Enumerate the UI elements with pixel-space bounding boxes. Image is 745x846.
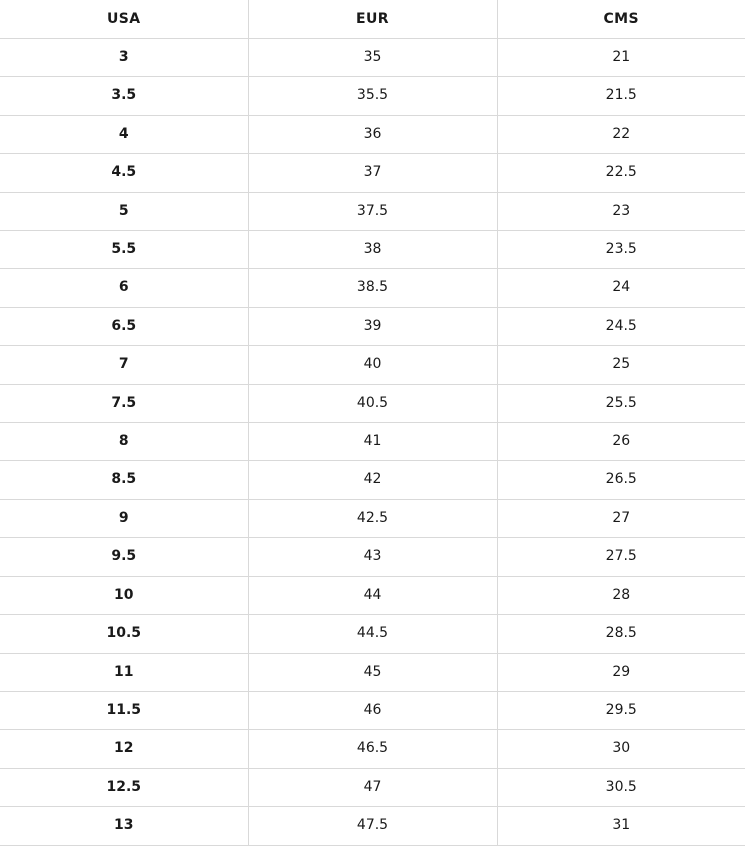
cell-cms: 23.5 (497, 231, 745, 269)
cell-usa: 10 (0, 576, 248, 614)
cell-cms: 30 (497, 730, 745, 768)
cell-eur: 42.5 (248, 499, 497, 537)
column-header-usa: USA (0, 0, 248, 39)
cell-eur: 43 (248, 538, 497, 576)
cell-usa: 7 (0, 346, 248, 384)
table-header (0, 0, 745, 39)
cell-cms: 21 (497, 39, 745, 77)
cell-usa: 5 (0, 192, 248, 230)
table-row (0, 653, 745, 691)
cell-usa: 13 (0, 807, 248, 845)
cell-eur: 41 (248, 423, 497, 461)
table-row (0, 115, 745, 153)
cell-usa: 12 (0, 730, 248, 768)
table-row (0, 499, 745, 537)
cell-usa: 11 (0, 653, 248, 691)
cell-eur: 40 (248, 346, 497, 384)
cell-cms: 30.5 (497, 768, 745, 806)
cell-eur: 38.5 (248, 269, 497, 307)
cell-cms: 25.5 (497, 384, 745, 422)
cell-cms: 22.5 (497, 154, 745, 192)
cell-cms: 27.5 (497, 538, 745, 576)
cell-eur: 35.5 (248, 77, 497, 115)
cell-usa: 8.5 (0, 461, 248, 499)
table-row (0, 615, 745, 653)
cell-eur: 40.5 (248, 384, 497, 422)
cell-cms: 29.5 (497, 691, 745, 729)
cell-usa: 12.5 (0, 768, 248, 806)
cell-cms: 21.5 (497, 77, 745, 115)
table-row (0, 461, 745, 499)
cell-cms: 27 (497, 499, 745, 537)
column-header-eur: EUR (248, 0, 497, 39)
cell-eur: 47.5 (248, 807, 497, 845)
cell-eur: 36 (248, 115, 497, 153)
cell-eur: 42 (248, 461, 497, 499)
table-row (0, 538, 745, 576)
cell-eur: 39 (248, 307, 497, 345)
cell-cms: 26.5 (497, 461, 745, 499)
cell-cms: 25 (497, 346, 745, 384)
cell-eur: 46 (248, 691, 497, 729)
cell-usa: 7.5 (0, 384, 248, 422)
cell-usa: 10.5 (0, 615, 248, 653)
cell-usa: 3.5 (0, 77, 248, 115)
table-body (0, 39, 745, 846)
cell-usa: 8 (0, 423, 248, 461)
cell-cms: 22 (497, 115, 745, 153)
table-row (0, 730, 745, 768)
cell-cms: 28 (497, 576, 745, 614)
cell-cms: 24.5 (497, 307, 745, 345)
cell-usa: 9 (0, 499, 248, 537)
table-row (0, 192, 745, 230)
cell-cms: 23 (497, 192, 745, 230)
table-row (0, 231, 745, 269)
cell-usa: 3 (0, 39, 248, 77)
cell-usa: 5.5 (0, 231, 248, 269)
cell-eur: 46.5 (248, 730, 497, 768)
cell-eur: 47 (248, 768, 497, 806)
table-row (0, 154, 745, 192)
table-row (0, 346, 745, 384)
table-row (0, 39, 745, 77)
cell-cms: 24 (497, 269, 745, 307)
table-row (0, 691, 745, 729)
table-row (0, 269, 745, 307)
cell-cms: 29 (497, 653, 745, 691)
cell-usa: 11.5 (0, 691, 248, 729)
cell-usa: 4 (0, 115, 248, 153)
cell-eur: 44 (248, 576, 497, 614)
cell-cms: 28.5 (497, 615, 745, 653)
cell-usa: 6 (0, 269, 248, 307)
table-row (0, 576, 745, 614)
cell-usa: 9.5 (0, 538, 248, 576)
table-row (0, 307, 745, 345)
table-row (0, 384, 745, 422)
cell-eur: 37 (248, 154, 497, 192)
cell-usa: 6.5 (0, 307, 248, 345)
table-header-row (0, 0, 745, 39)
column-header-cms: CMS (497, 0, 745, 39)
cell-eur: 35 (248, 39, 497, 77)
cell-cms: 26 (497, 423, 745, 461)
cell-cms: 31 (497, 807, 745, 845)
table-row (0, 423, 745, 461)
cell-eur: 44.5 (248, 615, 497, 653)
cell-eur: 45 (248, 653, 497, 691)
cell-eur: 37.5 (248, 192, 497, 230)
cell-eur: 38 (248, 231, 497, 269)
table-row (0, 768, 745, 806)
table-row (0, 77, 745, 115)
cell-usa: 4.5 (0, 154, 248, 192)
table-row (0, 807, 745, 845)
